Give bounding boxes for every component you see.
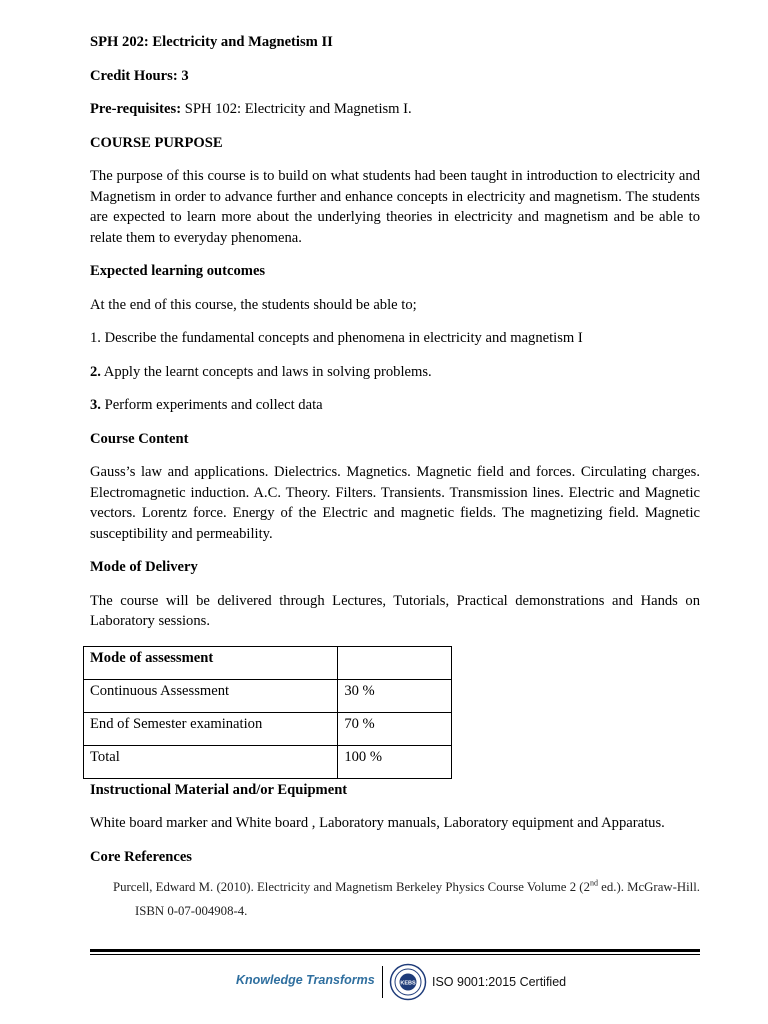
references-heading: Core References — [90, 848, 192, 865]
seal-text: KEBS — [400, 980, 416, 987]
reference-text: ed.). McGraw-Hill. ISBN 0-07-004908-4. — [135, 880, 700, 918]
prereq-value: SPH 102: Electricity and Magnetism I. — [181, 101, 412, 117]
outcome-text: Apply the learnt concepts and laws in solving problems. — [100, 363, 432, 380]
kebs-seal-icon — [389, 963, 427, 1001]
outcome-number: 1. — [90, 330, 101, 346]
outcome-number: 2. — [90, 363, 101, 380]
table-row — [84, 712, 452, 745]
materials-text: White board marker and White board , Laboratory manuals, Laboratory equipment and Apparatus. — [90, 815, 665, 831]
delivery-text: The course will be delivered through Lectures, Tutorials, Practical demonstrations and Hands on Laboratory sessions. — [90, 592, 700, 629]
content-heading: Course Content — [90, 430, 189, 447]
table-cell: 100 % — [338, 745, 452, 778]
document-body — [90, 32, 700, 923]
purpose-text: The purpose of this course is to build on what students had been taught in introduction to electricity and Magnetism in order to advance further and enhance concepts in electricity and magnetism. The students are expected to learn more about the underlying theories in electricity and magnetism and be able to relate them to everyday phenomena. — [90, 168, 700, 246]
table-cell: 70 % — [338, 712, 452, 745]
footer-motto: Knowledge Transforms — [236, 973, 375, 987]
outcome-number: 3. — [90, 397, 101, 413]
table-row — [84, 745, 452, 778]
prerequisites — [90, 99, 700, 120]
footer-rule-thick — [90, 949, 700, 952]
table-cell: Continuous Assessment — [84, 679, 338, 712]
table-cell: End of Semester examination — [84, 712, 338, 745]
outcome-item — [90, 328, 700, 349]
outcome-item — [90, 362, 700, 383]
credit-hours: Credit Hours: 3 — [90, 67, 189, 84]
prereq-label: Pre-requisites: — [90, 101, 182, 117]
footer — [0, 960, 768, 1004]
outcomes-intro: At the end of this course, the students should be able to; — [90, 296, 417, 313]
reference-item — [113, 875, 700, 923]
reference-sup: nd — [589, 878, 598, 888]
outcome-item — [90, 395, 700, 416]
table-header-cell: Mode of assessment — [84, 646, 338, 679]
reference-text: Purcell, Edward M. (2010). Electricity and Magnetism Berkeley Physics Course Volume 2 (2 — [113, 880, 590, 894]
footer-divider — [382, 966, 383, 998]
iso-certification: ISO 9001:2015 Certified — [432, 975, 567, 989]
course-title: SPH 202: Electricity and Magnetism II — [90, 34, 333, 50]
table-cell: 30 % — [338, 679, 452, 712]
table-row — [84, 679, 452, 712]
purpose-heading: COURSE PURPOSE — [90, 134, 223, 151]
assessment-table — [83, 646, 452, 779]
table-cell: Total — [84, 745, 338, 778]
outcome-text: Perform experiments and collect data — [100, 397, 323, 413]
footer-rule-thin — [90, 954, 700, 955]
outcome-text: Describe the fundamental concepts and phenomena in electricity and magnetism I — [100, 330, 583, 346]
table-header-row — [84, 646, 452, 679]
table-header-cell — [338, 646, 452, 679]
delivery-heading: Mode of Delivery — [90, 559, 198, 575]
outcomes-heading: Expected learning outcomes — [90, 263, 266, 279]
materials-heading: Instructional Material and/or Equipment — [90, 781, 348, 798]
content-text: Gauss’s law and applications. Dielectrics. Magnetics. Magnetic field and forces. Circulating charges. Electromagnetic induction. A.C. Theory. Filters. Transients. Transmission lines. Electric and Magnetic vectors. Lorentz force. Energy of the Electric and magnetic fields. The magnetizing field. Magnetic susceptibility and permeability. — [90, 464, 700, 542]
